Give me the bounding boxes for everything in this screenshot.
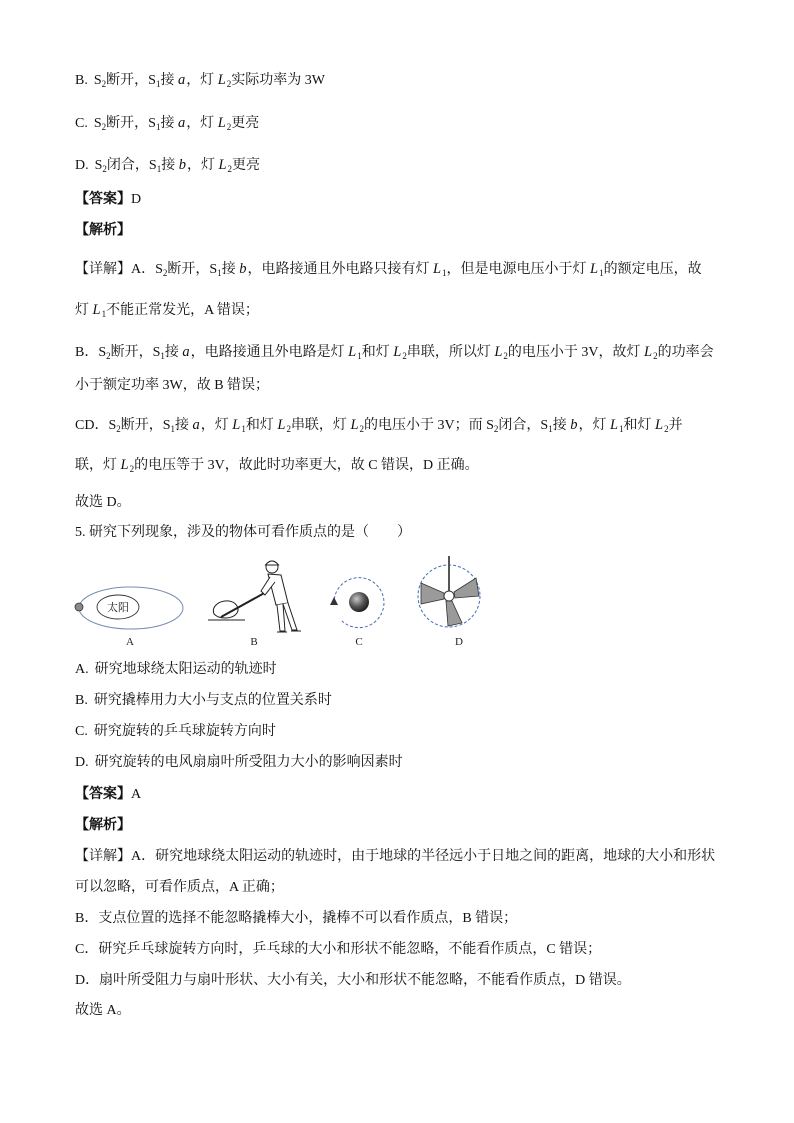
text-run: 断开，S: [167, 262, 218, 277]
q5-figures: [60, 550, 500, 650]
italic-symbol: L: [393, 344, 402, 360]
text-run: 联，灯: [75, 458, 121, 473]
subscript: 2: [359, 424, 365, 434]
q4-explanation-line-5: [75, 415, 683, 435]
text-run: 串联，灯: [290, 418, 351, 433]
option-label: D.: [75, 158, 89, 173]
text-run: 接: [552, 418, 571, 433]
subscript: 2: [286, 424, 291, 434]
subscript: 1: [241, 424, 246, 434]
q5-option-b: [75, 691, 332, 711]
italic-symbol: L: [350, 417, 359, 433]
option-label: C.: [75, 724, 88, 739]
text-run: 接: [160, 73, 178, 88]
bold-heading: 【解析】: [75, 223, 131, 238]
text-run: 【详解】A．S: [75, 262, 163, 277]
figure-a-orbit: [75, 587, 183, 648]
figure-b-label: B: [250, 636, 258, 648]
q5-explanation-line-1: [75, 847, 715, 867]
subscript: 1: [160, 351, 165, 361]
q5-explanation-line-5: [75, 971, 631, 991]
figure-c-spinning-ball: [330, 578, 384, 648]
subscript: 1: [155, 122, 161, 132]
q5-answer: [75, 785, 141, 805]
text-run: 【详解】A．研究地球绕太阳运动的轨迹时，由于地球的半径远小于日地之间的距离，地球的大小和形状: [75, 849, 716, 864]
italic-symbol: L: [232, 417, 241, 433]
text-run: ，灯: [186, 158, 219, 173]
q4-conclusion: [75, 493, 131, 513]
text-run: 更亮: [232, 158, 261, 173]
italic-symbol: a: [177, 72, 186, 88]
text-run: 接: [161, 158, 179, 173]
italic-symbol: L: [644, 344, 653, 360]
subscript: 2: [101, 122, 107, 132]
italic-symbol: L: [432, 261, 442, 277]
text-run: CD．S: [75, 418, 117, 433]
text-run: 断开，S: [106, 116, 156, 131]
q4-explanation-line-3: [75, 342, 714, 362]
text-run: 的额定电压，故: [603, 262, 702, 277]
q5-stem: [75, 523, 411, 543]
option-label: A.: [75, 662, 89, 677]
text-run: ，灯: [578, 418, 610, 433]
text-run: 研究旋转的乒乓球旋转方向时: [93, 724, 276, 739]
subscript: 2: [226, 79, 232, 89]
text-run: D: [131, 192, 142, 207]
subscript: 1: [442, 268, 447, 278]
person-leg-left: [277, 604, 285, 631]
text-run: 断开，S: [120, 418, 171, 433]
fan-blade-bottom: [446, 601, 462, 626]
q5-conclusion: [75, 1001, 131, 1021]
italic-symbol: a: [192, 417, 200, 433]
text-run: 接: [221, 262, 240, 277]
subscript: 2: [162, 268, 168, 278]
figure-c-label: C: [355, 636, 363, 648]
q4-option-c: [75, 113, 259, 133]
text-run: 和灯: [361, 345, 394, 360]
italic-symbol: L: [218, 157, 227, 173]
italic-symbol: L: [348, 344, 357, 360]
bold-heading: 【解析】: [75, 818, 131, 833]
q5-explanation-line-4: [75, 940, 601, 960]
text-run: ，灯: [186, 116, 218, 131]
text-run: 研究撬棒用力大小与支点的位置关系时: [93, 693, 332, 708]
q4-explanation-line-2: [75, 300, 259, 320]
text-run: 的电压小于 3V；而 S: [364, 418, 494, 433]
subscript: 2: [129, 464, 135, 474]
subscript: 2: [101, 79, 107, 89]
text-run: S: [93, 116, 102, 131]
fan-blade-left: [421, 583, 444, 604]
subscript: 2: [653, 351, 658, 361]
q4-answer: [75, 190, 141, 210]
text-run: 接: [160, 116, 178, 131]
text-run: 的电压等于 3V，故此时功率更大，故 C 错误，D 正确。: [134, 458, 479, 473]
text-run: ，电路接通且外电路只接有灯: [247, 262, 433, 277]
text-run: ，但是电源电压小于灯: [446, 262, 591, 277]
italic-symbol: b: [239, 261, 247, 277]
text-run: A: [131, 787, 142, 802]
text-run: 串联，所以灯: [406, 345, 495, 360]
option-label: B.: [75, 693, 88, 708]
italic-symbol: b: [570, 417, 578, 433]
text-run: 小于额定功率 3W，故 B 错误；: [75, 378, 270, 393]
subscript: 2: [402, 351, 407, 361]
figure-d-fan: [418, 556, 480, 648]
text-run: C．研究乒乓球旋转方向时，乒乓球的大小和形状不能忽略，不能看作质点，C 错误；: [75, 942, 602, 957]
text-run: S: [93, 73, 102, 88]
text-run: 可以忽略，可看作质点，A 正确；: [75, 880, 284, 895]
text-run: ，灯: [200, 418, 233, 433]
italic-symbol: L: [277, 417, 286, 433]
text-run: 并: [668, 418, 683, 433]
person-cap: [266, 561, 279, 565]
text-run: 灯: [75, 303, 93, 318]
italic-symbol: L: [494, 344, 503, 360]
text-run: 断开，S: [110, 345, 161, 360]
subscript: 2: [226, 122, 232, 132]
sun-label: 太阳: [107, 602, 129, 614]
italic-symbol: a: [177, 115, 186, 131]
text-run: 研究旋转的电风扇扇叶所受阻力大小的影响因素时: [94, 755, 403, 770]
text-run: 闭合，S: [106, 158, 157, 173]
ball-shape: [349, 592, 369, 612]
italic-symbol: b: [178, 157, 186, 173]
text-run: 和灯: [245, 418, 278, 433]
text-run: 闭合，S: [498, 418, 549, 433]
subscript: 1: [599, 268, 604, 278]
q4-explanation-line-4: [75, 376, 269, 396]
subscript: 1: [155, 79, 161, 89]
text-run: 接: [175, 418, 193, 433]
subscript: 2: [493, 424, 499, 434]
text-run: S: [94, 158, 103, 173]
q4-analysis-heading: [75, 221, 131, 241]
italic-symbol: L: [590, 261, 599, 277]
fan-blade-right: [454, 578, 479, 598]
text-run: 断开，S: [106, 73, 156, 88]
text-run: B．S: [75, 345, 107, 360]
italic-symbol: L: [217, 72, 226, 88]
text-run: 不能正常发光，A 错误；: [106, 303, 259, 318]
text-run: 的功率会: [657, 345, 714, 360]
q5-analysis-heading: [75, 816, 131, 836]
text-run: 实际功率为 3W: [231, 73, 325, 88]
subscript: 1: [170, 424, 176, 434]
text-run: ，电路接通且外电路是灯: [190, 345, 349, 360]
subscript: 2: [102, 164, 107, 174]
subscript: 2: [227, 164, 233, 174]
text-run: 和灯: [623, 418, 656, 433]
option-label: C.: [75, 116, 88, 131]
q5-option-d: [75, 753, 403, 773]
bold-heading: 【答案】: [75, 192, 131, 207]
text-run: 的电压小于 3V，故灯: [507, 345, 645, 360]
italic-symbol: L: [120, 457, 129, 473]
figure-d-label: D: [455, 636, 463, 648]
earth-dot: [75, 603, 83, 611]
q5-explanation-line-2: [75, 878, 284, 898]
text-run: 接: [164, 345, 183, 360]
text-run: 5. 研究下列现象，涉及的物体可看作质点的是（ ）: [75, 525, 411, 540]
italic-symbol: L: [609, 417, 619, 433]
subscript: 1: [357, 351, 362, 361]
text-run: ，灯: [186, 73, 218, 88]
subscript: 1: [156, 164, 162, 174]
text-run: 故选 A。: [75, 1003, 131, 1018]
bold-heading: 【答案】: [75, 787, 131, 802]
q5-option-c: [75, 722, 276, 742]
subscript: 1: [217, 268, 222, 278]
q4-option-b: [75, 70, 325, 90]
q4-option-d: [75, 155, 260, 175]
italic-symbol: L: [92, 302, 101, 318]
q4-explanation-line-6: [75, 455, 479, 475]
text-run: B．支点位置的选择不能忽略撬棒大小，撬棒不可以看作质点，B 错误；: [75, 911, 518, 926]
figure-b-lever: [208, 561, 301, 648]
subscript: 1: [101, 309, 107, 319]
italic-symbol: L: [655, 417, 664, 433]
rotation-arrow-icon: [330, 597, 338, 605]
italic-symbol: a: [182, 344, 190, 360]
subscript: 1: [619, 424, 624, 434]
figure-a-label: A: [126, 636, 134, 648]
text-run: 研究地球绕太阳运动的轨迹时: [94, 662, 277, 677]
option-label: B.: [75, 73, 88, 88]
q4-explanation-line-1: [75, 259, 702, 279]
text-run: D．扇叶所受阻力与扇叶形状、大小有关，大小和形状不能忽略，不能看作质点，D 错误。: [75, 973, 631, 988]
q5-option-a: [75, 660, 277, 680]
q5-explanation-line-3: [75, 909, 517, 929]
subscript: 2: [503, 351, 508, 361]
fan-hub: [444, 591, 454, 601]
italic-symbol: L: [217, 115, 226, 131]
subscript: 1: [548, 424, 553, 434]
subscript: 2: [106, 351, 111, 361]
subscript: 2: [116, 424, 121, 434]
subscript: 2: [664, 424, 669, 434]
text-run: 故选 D。: [75, 495, 131, 510]
text-run: 更亮: [231, 116, 260, 131]
option-label: D.: [75, 755, 89, 770]
